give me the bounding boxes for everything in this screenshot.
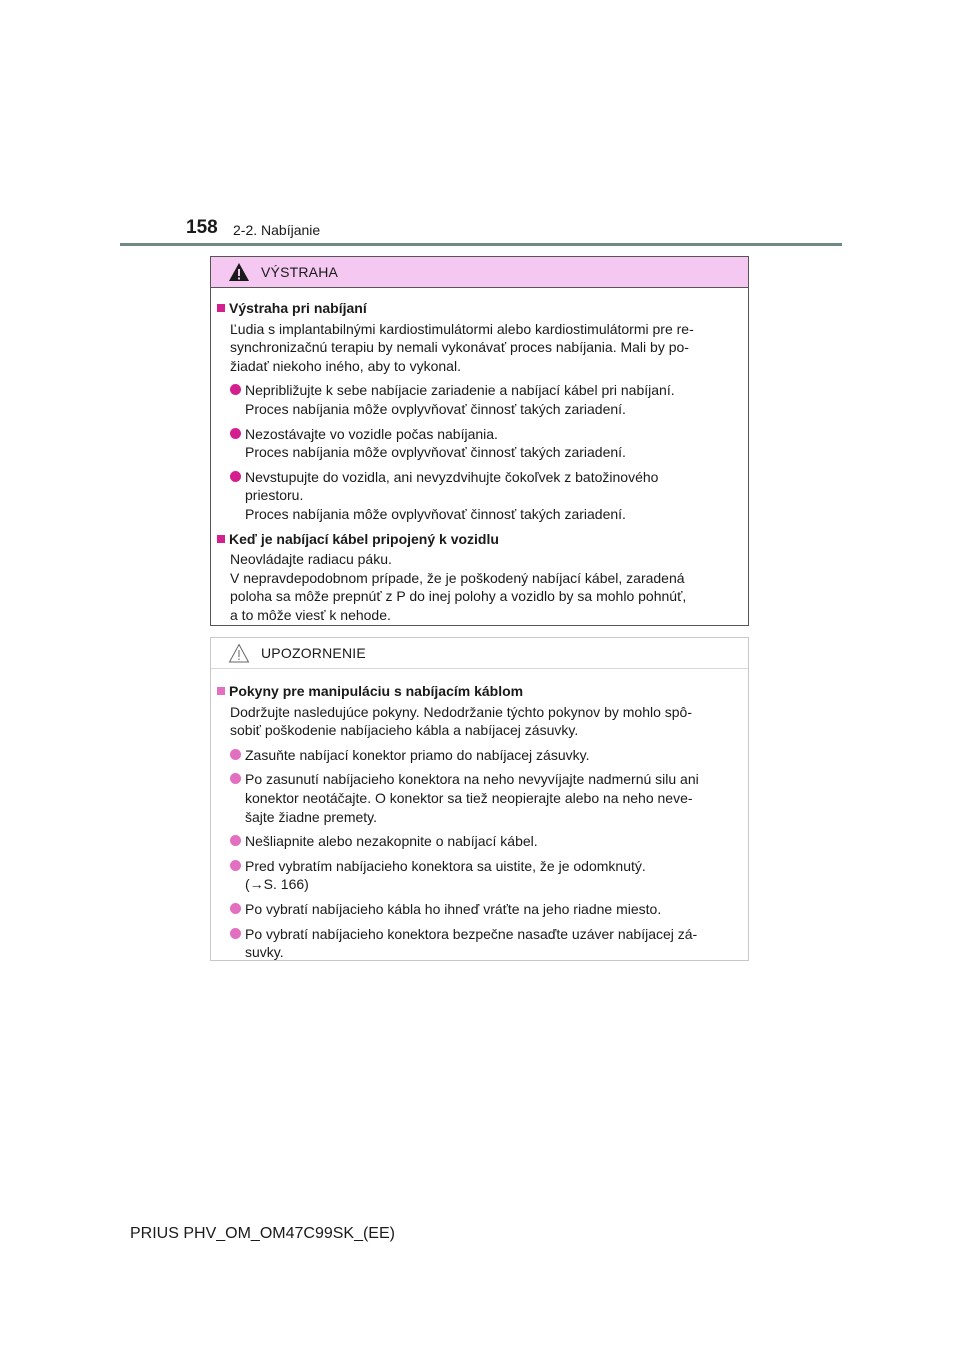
circle-bullet-icon	[230, 773, 241, 784]
paragraph	[217, 550, 742, 624]
caution-box-title: UPOZORNENIE	[261, 645, 366, 661]
list-item-line: Po vybratí nabíjacieho kábla ho ihneď vráťte na jeho riadne miesto.	[245, 900, 662, 917]
paragraph	[217, 703, 742, 740]
list-item-line: Proces nabíjania môže ovplyvňovať činnosť takých zariadení.	[245, 400, 626, 417]
list-item-line: Pred vybratím nabíjacieho konektora sa uistite, že je odomknutý.	[245, 857, 646, 874]
heading-text: Keď je nabíjací kábel pripojený k vozidlu	[229, 530, 499, 547]
circle-bullet-icon	[230, 749, 241, 760]
heading-text: Výstraha pri nabíjaní	[229, 300, 367, 316]
paragraph-line: Dodržujte nasledujúce pokyny. Nedodržanie týchto pokynov by mohlo spô-	[230, 703, 692, 720]
paragraph-line: sobiť poškodenie nabíjacieho kábla a nabíjacej zásuvky.	[230, 722, 579, 739]
document-code: PRIUS PHV_OM_OM47C99SK_(EE)	[130, 1225, 395, 1242]
paragraph-line: Neovládajte radiacu páku.	[230, 551, 392, 568]
list-item-line: priestoru.	[245, 487, 304, 504]
list-item-line: konektor neotáčajte. O konektor sa tiež neopierajte alebo na neho neve-	[245, 789, 693, 806]
circle-bullet-icon	[230, 428, 241, 439]
list-item	[217, 468, 742, 524]
section-heading	[217, 682, 742, 701]
warning-triangle-icon	[228, 262, 250, 282]
list-item-line: Po vybratí nabíjacieho konektora bezpečne nasaďte uzáver nabíjacej zá-	[245, 925, 698, 942]
square-bullet-icon	[217, 535, 225, 543]
list-item	[217, 832, 742, 851]
circle-bullet-icon	[230, 471, 241, 482]
list-item	[217, 746, 742, 765]
page-number: 158	[186, 217, 218, 238]
section-title: 2-2. Nabíjanie	[233, 222, 321, 238]
list-item	[217, 381, 742, 418]
list-item	[217, 857, 742, 894]
paragraph-line: Ľudia s implantabilnými kardiostimulátormi alebo kardiostimulátormi pre re-	[230, 320, 694, 337]
warning-box-title: VÝSTRAHA	[261, 264, 339, 280]
list-item-line: Proces nabíjania môže ovplyvňovať činnosť takých zariadení.	[245, 505, 626, 522]
caution-triangle-icon	[228, 643, 250, 663]
paragraph-line: a to môže viesť k nehode.	[230, 606, 391, 623]
list-item-line: suvky.	[245, 944, 284, 961]
list-item-line: šajte žiadne premety.	[245, 808, 378, 825]
list-item-line: Nepribližujte k sebe nabíjacie zariadenie a nabíjací kábel pri nabíjaní.	[245, 382, 675, 399]
warning-box-header	[211, 257, 748, 288]
list-item	[217, 925, 742, 962]
circle-bullet-icon	[230, 928, 241, 939]
circle-bullet-icon	[230, 860, 241, 871]
list-item-line: Nezostávajte vo vozidle počas nabíjania.	[245, 425, 498, 442]
paragraph-line: poloha sa môže prepnúť z P do inej polohy a vozidlo by sa mohlo pohnúť,	[230, 588, 687, 605]
list-item-line: Po zasunutí nabíjacieho konektora na neho nevyvíjajte nadmernú silu ani	[245, 771, 699, 788]
list-item-line: Nevstupujte do vozidla, ani nevyzdvihujte čokoľvek z batožinového	[245, 468, 659, 485]
header-rule	[120, 243, 842, 246]
caution-box	[210, 637, 749, 961]
list-item-line: Proces nabíjania môže ovplyvňovať činnosť takých zariadení.	[245, 444, 626, 461]
list-item	[217, 425, 742, 462]
paragraph-line: V nepravdepodobnom prípade, že je poškodený nabíjací kábel, zaradená	[230, 569, 685, 586]
heading-text: Pokyny pre manipuláciu s nabíjacím káblom	[229, 683, 524, 699]
caution-box-body	[211, 669, 748, 962]
list-item	[217, 900, 742, 919]
warning-box-body	[211, 288, 748, 625]
circle-bullet-icon	[230, 835, 241, 846]
square-bullet-icon	[217, 687, 225, 695]
list-item	[217, 770, 742, 826]
warning-box	[210, 256, 749, 626]
page-reference-link[interactable]: (→S. 166)	[245, 876, 309, 893]
circle-bullet-icon	[230, 903, 241, 914]
section-heading	[217, 530, 742, 549]
section-heading	[217, 299, 742, 318]
paragraph-line: synchronizačnú terapiu by nemali vykonávať proces nabíjania. Mali by po-	[230, 339, 689, 356]
caution-box-header	[211, 638, 748, 669]
paragraph-line: žiadať niekoho iného, aby to vykonal.	[230, 357, 461, 374]
circle-bullet-icon	[230, 384, 241, 395]
list-item-line: Zasuňte nabíjací konektor priamo do nabíjacej zásuvky.	[245, 746, 590, 763]
list-item-line: Nešliapnite alebo nezakopnite o nabíjací kábel.	[245, 833, 538, 850]
square-bullet-icon	[217, 304, 225, 312]
paragraph	[217, 320, 742, 376]
